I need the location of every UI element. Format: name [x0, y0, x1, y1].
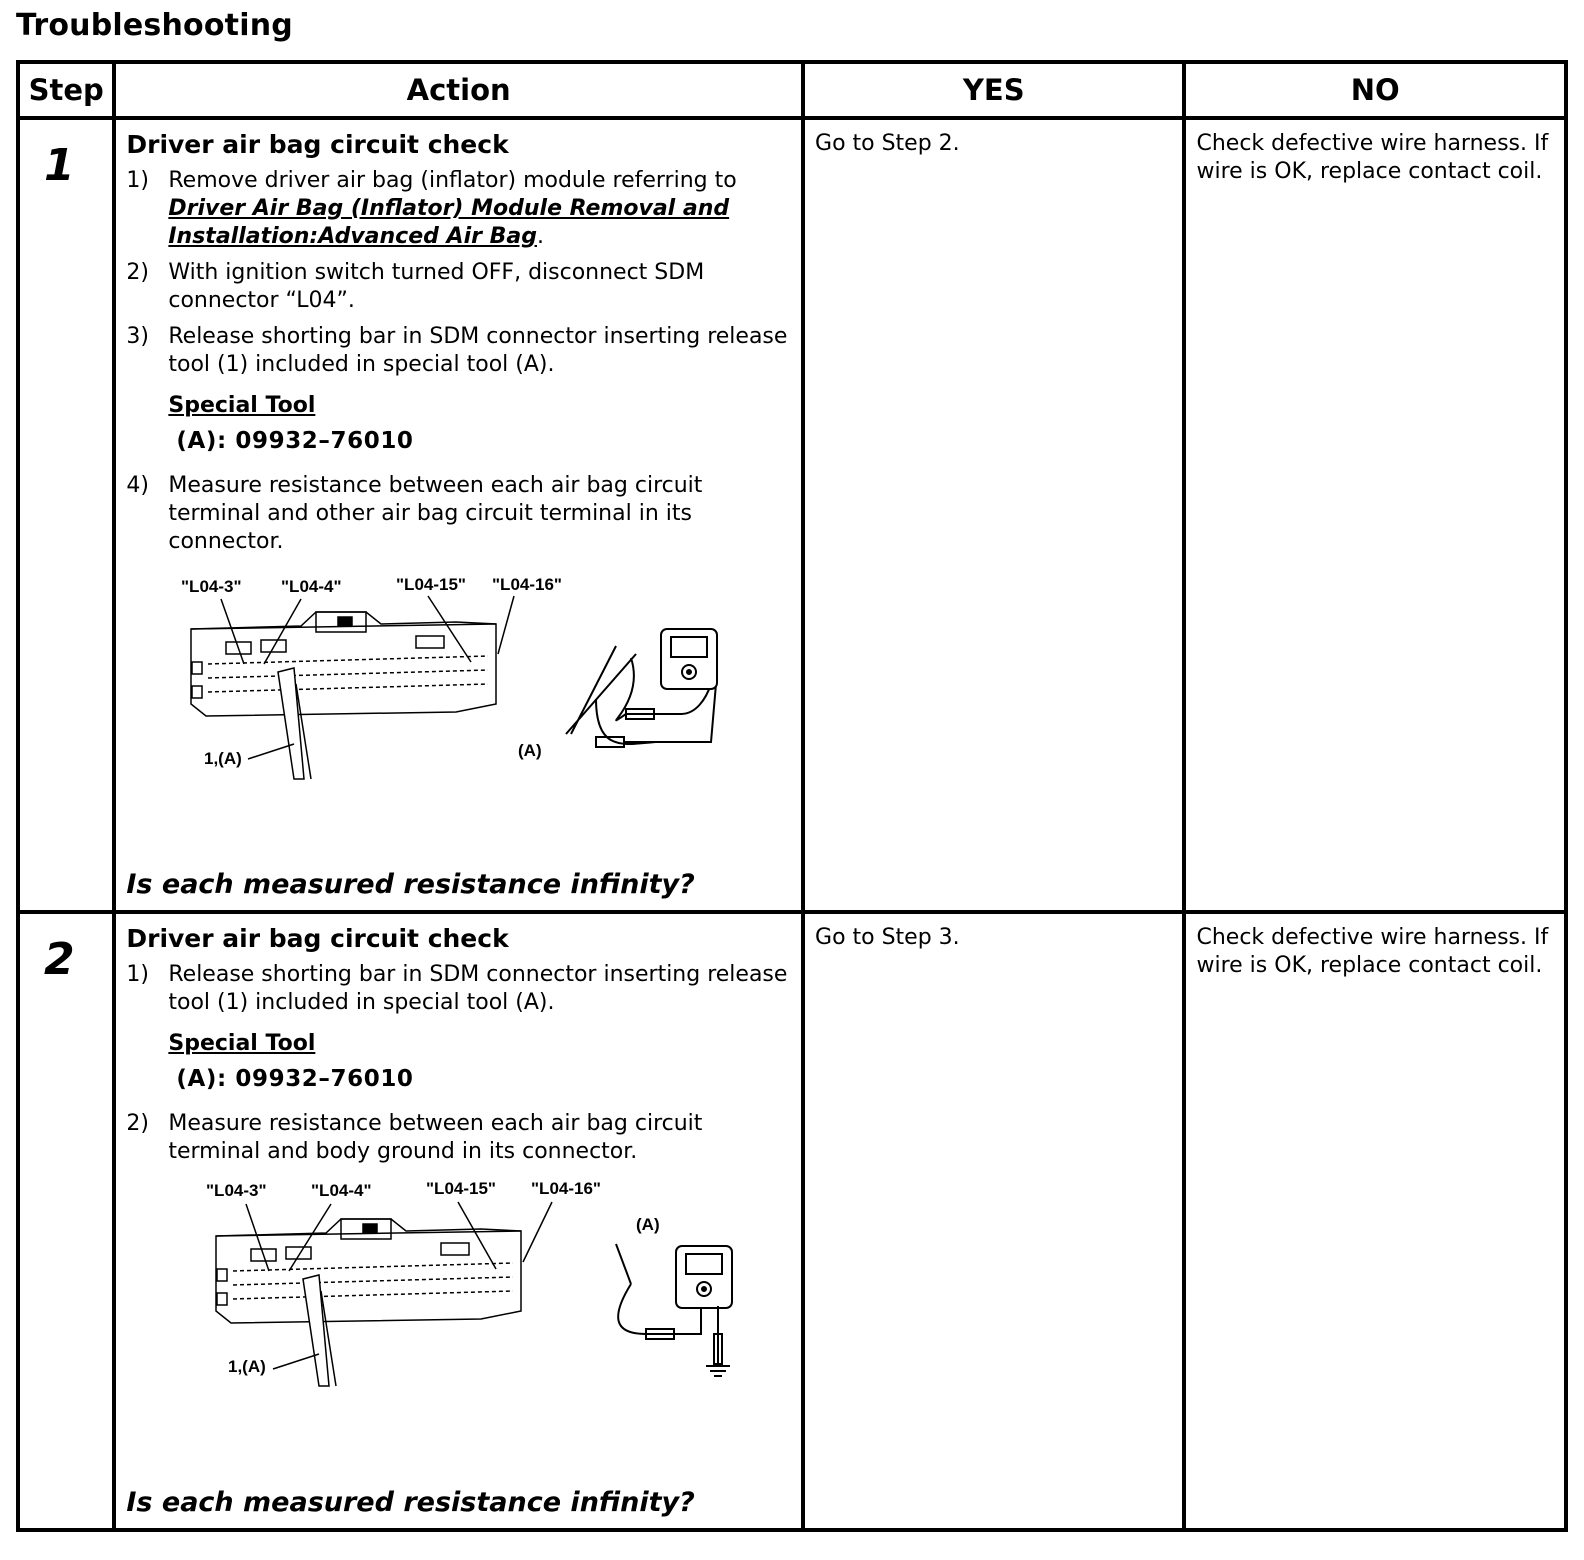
action-steps [126, 961, 791, 1017]
no-cell [1184, 118, 1566, 912]
table-row [18, 118, 1566, 912]
step-item-number: 1) [126, 962, 149, 987]
yes-result: Go to Step 3. [815, 925, 960, 950]
special-tool-label: Special Tool [168, 393, 316, 418]
step-cell [18, 912, 114, 1530]
step-number: 1 [44, 140, 75, 191]
action-steps-cont [126, 1110, 791, 1166]
step-item-number: 2) [126, 260, 149, 285]
table-row [18, 912, 1566, 1530]
connector-ground-diagram [126, 1174, 746, 1404]
connector-resistance-diagram [126, 564, 746, 794]
step-item-text: Release shorting bar in SDM connector inserting release tool (1) included in special tool (A). [168, 962, 788, 1015]
header-no: NO [1184, 62, 1566, 118]
ohmmeter-drawing [566, 629, 717, 747]
yes-cell [803, 912, 1184, 1530]
terminal-labels [206, 1179, 601, 1200]
check-question: Is each measured resistance infinity? [126, 869, 695, 900]
action-step [126, 1110, 791, 1166]
step-item-number: 4) [126, 473, 149, 498]
label-l04-4: "L04-4" [311, 1181, 372, 1200]
label-release-tool: 1,(A) [204, 749, 243, 768]
step-item-text-end: . [536, 224, 544, 249]
action-title: Driver air bag circuit check [126, 130, 509, 159]
sdm-connector-drawing [216, 1202, 552, 1386]
step-item-text: Measure resistance between each air bag circuit terminal and other air bag circuit terminal in its connector. [168, 473, 703, 554]
step-item-text: Measure resistance between each air bag circuit terminal and body ground in its connector. [168, 1111, 703, 1164]
action-cell [114, 912, 803, 1530]
header-action: Action [114, 62, 803, 118]
label-l04-15: "L04-15" [426, 1179, 497, 1198]
label-special-tool: (A) [518, 741, 542, 760]
page-heading: Troubleshooting [16, 8, 293, 43]
step-item-number: 2) [126, 1111, 149, 1136]
step-number: 2 [44, 934, 75, 985]
yes-cell [803, 118, 1184, 912]
label-l04-4: "L04-4" [281, 577, 342, 596]
action-step [126, 961, 791, 1017]
label-l04-3: "L04-3" [181, 577, 242, 596]
special-tool-label: Special Tool [168, 1031, 316, 1056]
header-step: Step [18, 62, 114, 118]
step-item-text: Remove driver air bag (inflator) module referring to [168, 168, 737, 193]
step-item-number: 3) [126, 324, 149, 349]
action-step [126, 472, 791, 556]
troubleshooting-table [16, 60, 1568, 1532]
label-release-tool: 1,(A) [228, 1357, 267, 1376]
action-step [126, 259, 791, 315]
no-cell [1184, 912, 1566, 1530]
step-item-number: 1) [126, 168, 149, 193]
terminal-labels [181, 575, 562, 596]
step-item-text: With ignition switch turned OFF, disconnect SDM connector “L04”. [168, 260, 705, 313]
action-steps [126, 167, 791, 379]
special-tool-value: (A): 09932–76010 [176, 1066, 414, 1092]
action-step [126, 167, 791, 251]
label-l04-16: "L04-16" [531, 1179, 602, 1198]
label-l04-15: "L04-15" [396, 575, 467, 594]
label-special-tool: (A) [636, 1215, 660, 1234]
label-l04-3: "L04-3" [206, 1181, 267, 1200]
no-result: Check defective wire harness. If wire is OK, replace contact coil. [1196, 925, 1549, 978]
action-steps-cont [126, 472, 791, 556]
yes-result: Go to Step 2. [815, 131, 960, 156]
action-cell [114, 118, 803, 912]
no-result: Check defective wire harness. If wire is OK, replace contact coil. [1196, 131, 1549, 184]
ohmmeter-ground-drawing [616, 1244, 732, 1376]
step-cell [18, 118, 114, 912]
action-title: Driver air bag circuit check [126, 924, 509, 953]
removal-procedure-link[interactable]: Driver Air Bag (Inflator) Module Removal and Installation:Advanced Air Bag [168, 196, 730, 249]
check-question: Is each measured resistance infinity? [126, 1487, 695, 1518]
table-header-row [18, 62, 1566, 118]
step-item-text: Release shorting bar in SDM connector inserting release tool (1) included in special tool (A). [168, 324, 788, 377]
action-step [126, 323, 791, 379]
label-l04-16: "L04-16" [492, 575, 563, 594]
header-yes: YES [803, 62, 1184, 118]
special-tool-value: (A): 09932–76010 [176, 428, 414, 454]
